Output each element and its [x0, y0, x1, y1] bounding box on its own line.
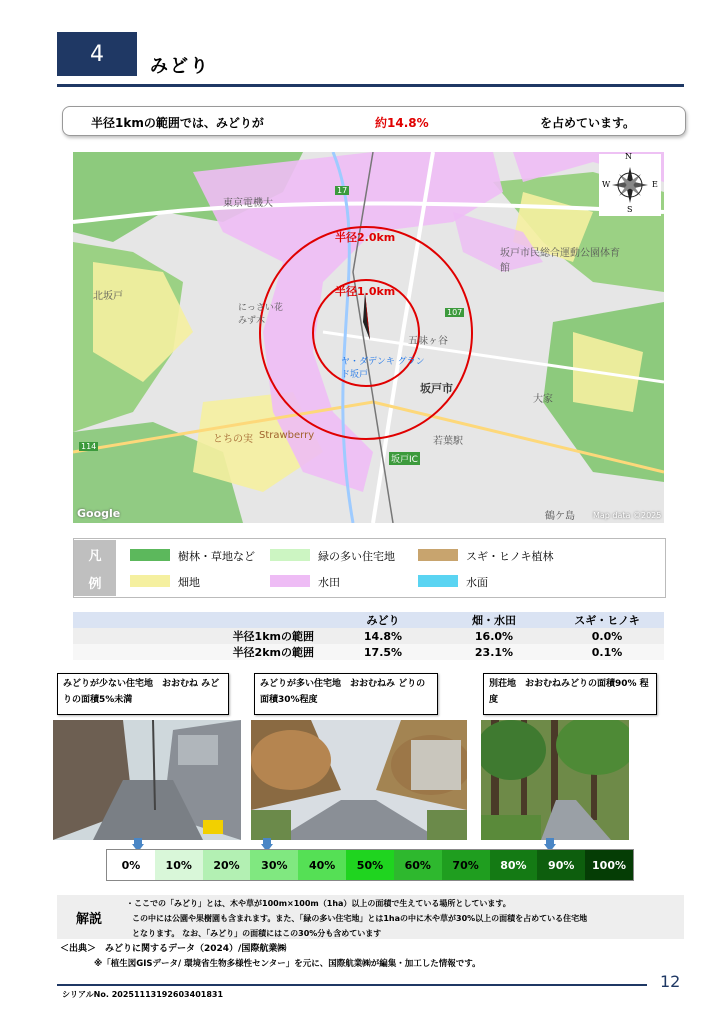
- google-attribution: Google: [77, 507, 121, 520]
- legend-swatch: [130, 549, 170, 561]
- legend-item-label: 緑の多い住宅地: [318, 550, 395, 563]
- header-divider: [57, 84, 684, 87]
- legend-item-label: 水面: [466, 576, 488, 589]
- table-cell: 半径2kmの範囲: [73, 644, 328, 660]
- page-number: 12: [660, 972, 681, 991]
- table-header-row: [73, 612, 664, 628]
- photo-caption: みどりが多い住宅地 おおむねみ どりの面積30%程度: [254, 673, 438, 715]
- compass-e: E: [652, 180, 658, 189]
- legend-swatch: [418, 549, 458, 561]
- footer-divider: [57, 984, 647, 986]
- table-header-cell: 畑・水田: [438, 612, 550, 628]
- table-row: [73, 644, 664, 660]
- compass-s: S: [627, 205, 633, 214]
- scale-step: 80%: [490, 850, 538, 880]
- table-cell: 23.1%: [438, 644, 550, 660]
- photo-villa-area: [481, 720, 629, 840]
- table-header-cell: みどり: [328, 612, 438, 628]
- map-place-label: Strawberry: [259, 430, 315, 441]
- compass-n: N: [625, 152, 632, 161]
- radius-2km-label: 半径2.0km: [335, 231, 396, 244]
- scale-step: 60%: [394, 850, 442, 880]
- scale-step: 20%: [203, 850, 251, 880]
- summary-suffix: を占めています。: [540, 116, 636, 130]
- scale-step: 70%: [442, 850, 490, 880]
- table-header-cell: スギ・ヒノキ: [550, 612, 664, 628]
- table-row: [73, 628, 664, 644]
- map-place-label: 鶴ケ島: [545, 511, 575, 522]
- map-place-label: 坂戸市民総合運動公園体育館: [500, 248, 620, 274]
- legend-swatch: [270, 549, 310, 561]
- legend-swatch: [418, 575, 458, 587]
- note-line: ・ここでの「みどり」とは、木や草が100m×100m（1ha）以上の面積で生えている場所としています。: [126, 899, 511, 908]
- compass-w: W: [602, 180, 611, 189]
- road-badge: 17: [337, 186, 348, 195]
- map-place-label: 坂戸市: [420, 382, 453, 395]
- scale-step: 50%: [346, 850, 394, 880]
- table-header-cell: [73, 612, 328, 628]
- map-place-label: 若葉駅: [433, 436, 463, 447]
- scale-step: 30%: [250, 850, 298, 880]
- table-cell: 半径1kmの範囲: [73, 628, 328, 644]
- road-badge: 107: [447, 308, 463, 317]
- summary-prefix: 半径1kmの範囲では、みどりが: [91, 116, 264, 130]
- map-place-label: 東京電機大: [223, 198, 273, 209]
- legend-item-label: スギ・ヒノキ植林: [466, 550, 554, 563]
- coverage-table: [73, 612, 664, 660]
- scale-step: 40%: [298, 850, 346, 880]
- legend-swatch: [270, 575, 310, 587]
- serial-number: シリアルNo. 20251113192603401831: [62, 990, 224, 999]
- legend-item-label: 樹林・草地など: [178, 550, 255, 563]
- green-coverage-map: [73, 152, 664, 523]
- map-place-label: にっさい花みず木: [238, 303, 283, 326]
- legend-item-label: 水田: [318, 576, 340, 589]
- scale-step: 100%: [585, 850, 633, 880]
- map-place-label: 五味ヶ谷: [408, 336, 448, 347]
- map-place-label: 坂戸IC: [389, 452, 420, 465]
- legend-label-top: 凡: [74, 540, 116, 568]
- source-note: ※「植生図GISデータ/ 環境省生物多様性センター」を元に、国際航業㈱が編集・加工した情報です。: [94, 959, 481, 969]
- map-legend: [73, 538, 666, 598]
- table-cell: 0.0%: [550, 628, 664, 644]
- scale-step: 10%: [155, 850, 203, 880]
- photo-caption: 別荘地 おおむねみどりの面積90% 程度: [483, 673, 657, 715]
- road-badge: 114: [81, 442, 97, 451]
- map-place-label: 大家: [533, 394, 553, 405]
- notes-heading: 解説: [75, 911, 102, 927]
- note-line: となります。 なお、「みどり」の面積にはこの30%分も含めています: [132, 929, 382, 938]
- note-line: この中には公園や果樹園も含まれます。また、「緑の多い住宅地」とは1haの中に木や草が30%以上の面積を占めている住宅地: [132, 914, 588, 923]
- scale-step: 90%: [537, 850, 585, 880]
- scale-step: 0%: [107, 850, 155, 880]
- summary-box: [62, 106, 686, 136]
- table-cell: 14.8%: [328, 628, 438, 644]
- green-percentage-scale: [106, 849, 634, 881]
- map-place-label: とちの実: [213, 434, 253, 445]
- map-place-label: ヤ・ダデンキ グランド坂戸: [341, 357, 425, 380]
- map-place-label: 北坂戸: [93, 291, 123, 302]
- legend-label-bottom: 例: [74, 568, 116, 596]
- table-cell: 17.5%: [328, 644, 438, 660]
- legend-swatch: [130, 575, 170, 587]
- section-title: みどり: [150, 56, 210, 77]
- legend-item-label: 畑地: [178, 576, 200, 589]
- table-cell: 0.1%: [550, 644, 664, 660]
- photo-caption: みどりが少ない住宅地 おおむね みどりの面積5%未満: [57, 673, 229, 715]
- photo-high-green-residential: [251, 720, 467, 840]
- table-cell: 16.0%: [438, 628, 550, 644]
- section-number: 4: [57, 32, 137, 76]
- map-data-attribution: Map data ©2025: [593, 511, 662, 520]
- summary-value: 約14.8%: [375, 116, 429, 130]
- photo-low-green-residential: [53, 720, 241, 840]
- radius-1km-label: 半径1.0km: [335, 285, 396, 298]
- source-line: ＜出典＞ みどりに関するデータ（2024）/国際航業㈱: [60, 944, 287, 954]
